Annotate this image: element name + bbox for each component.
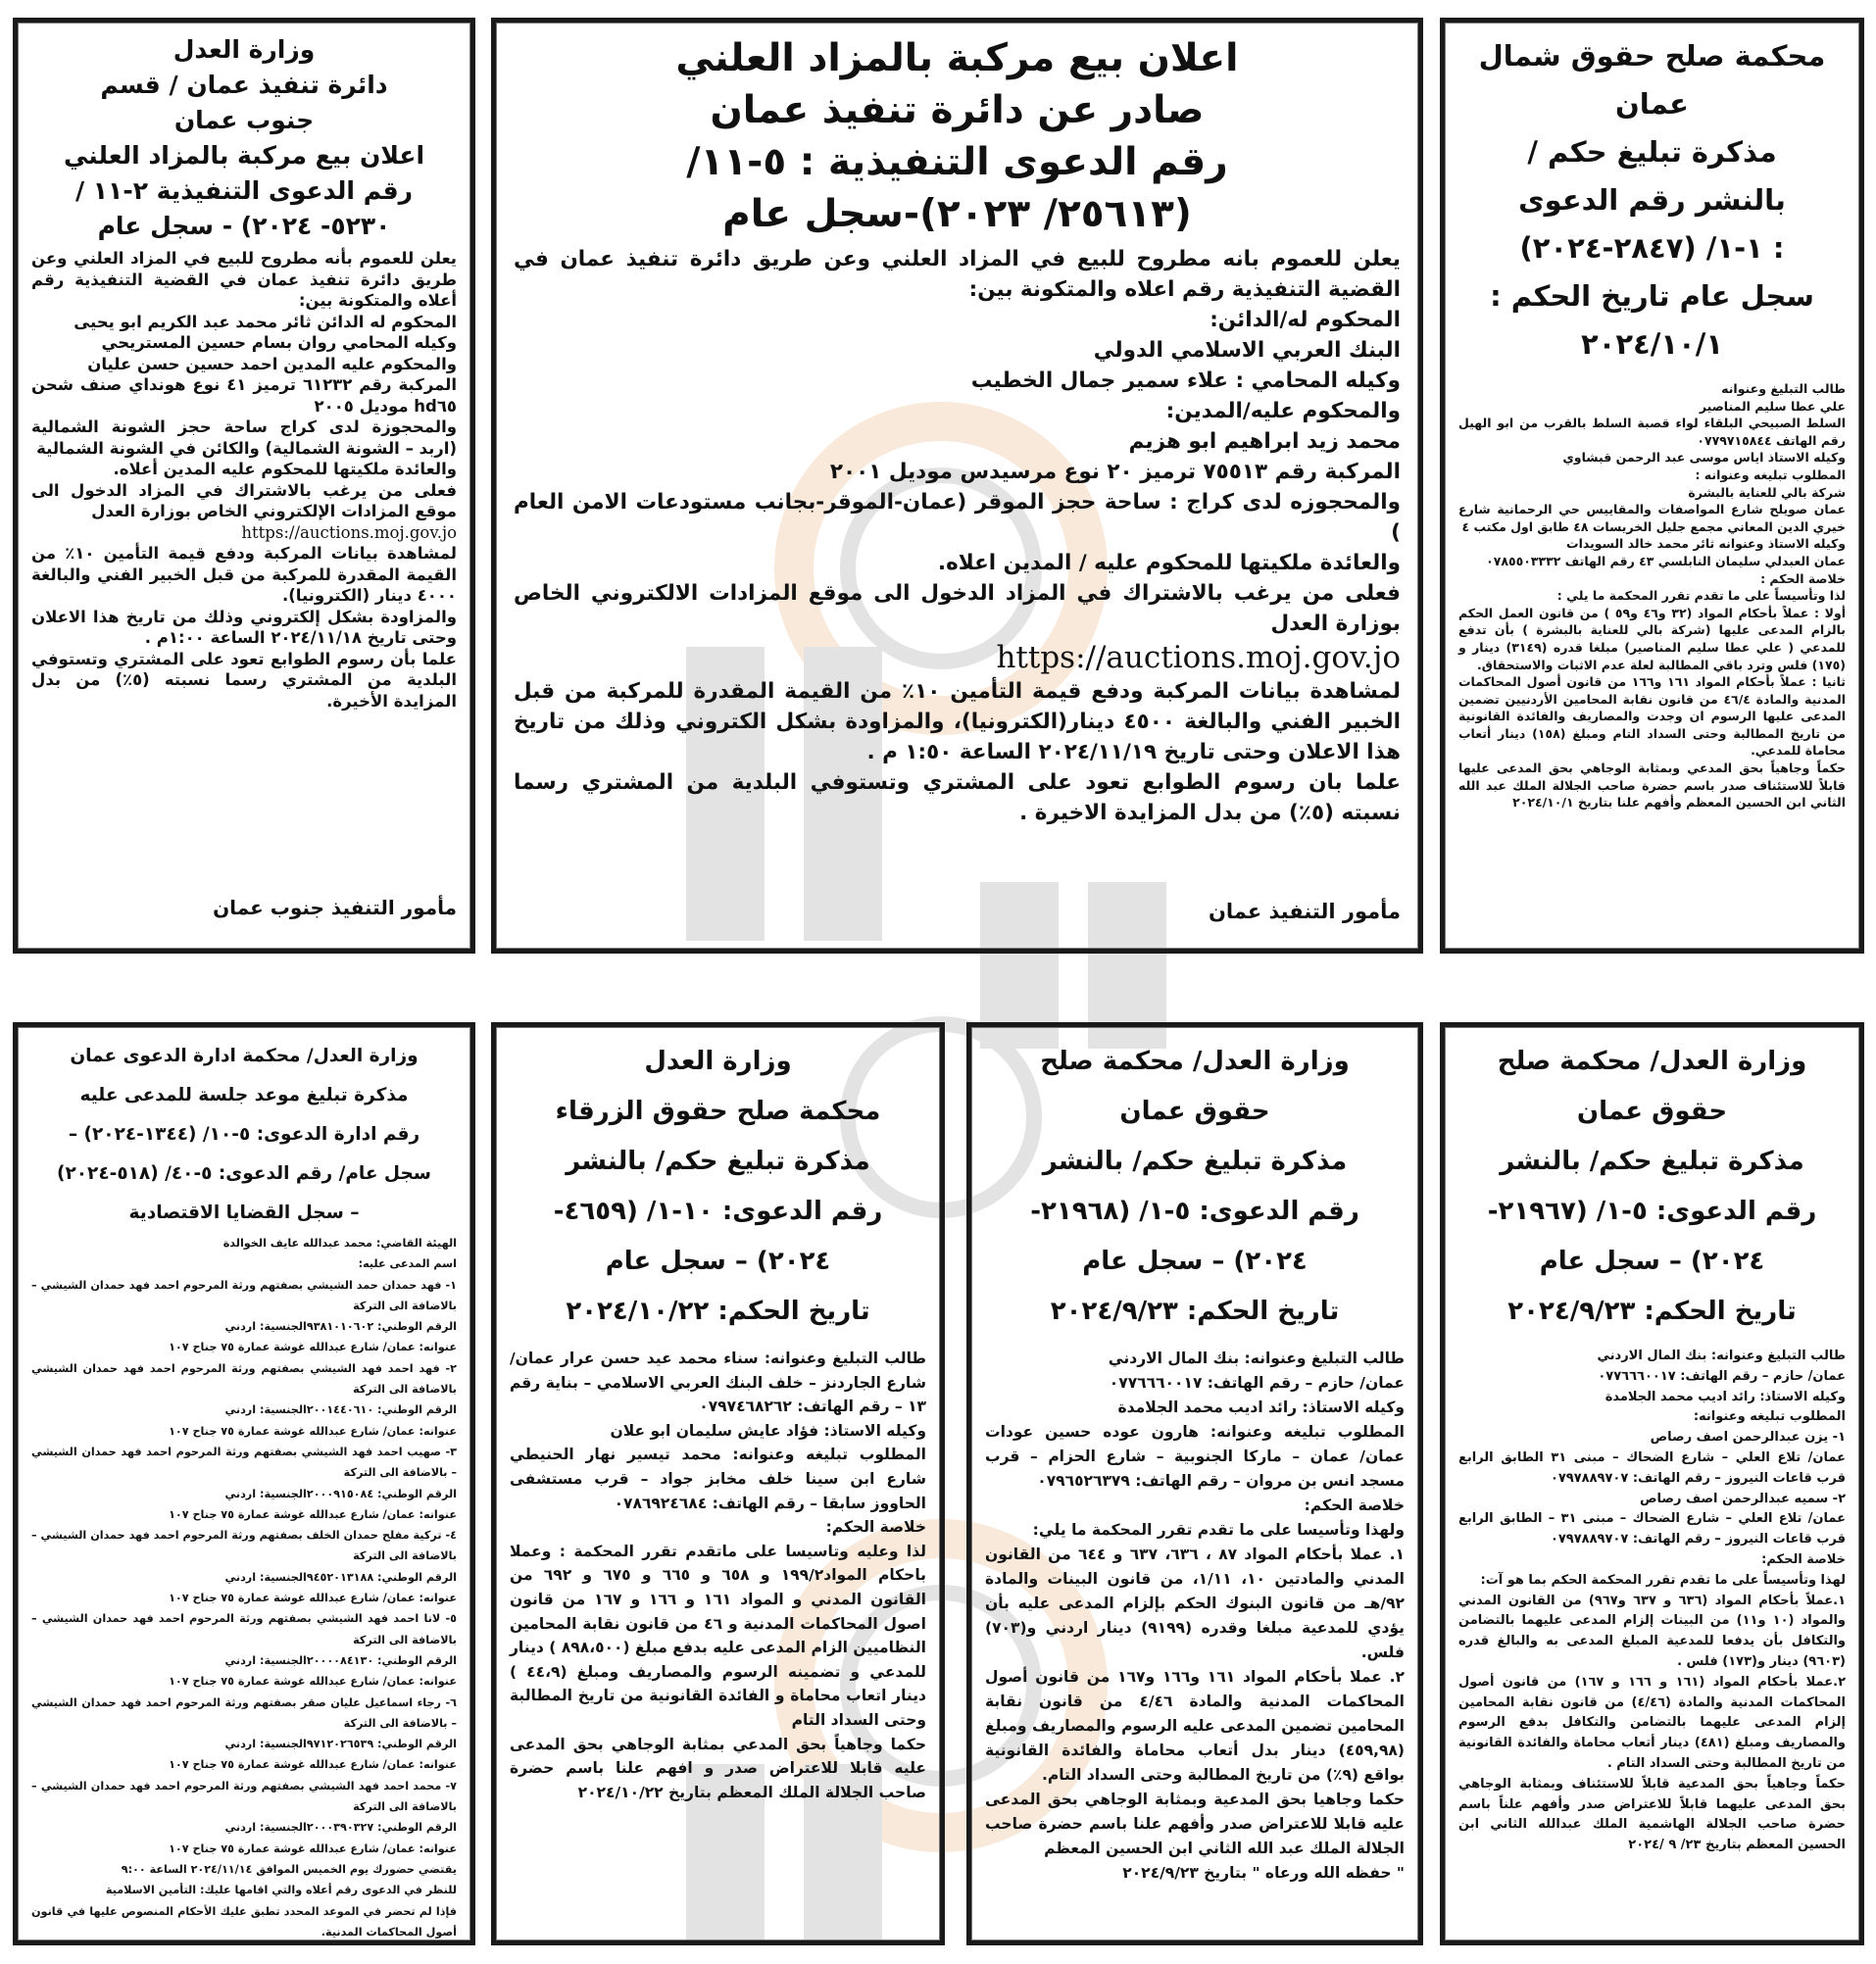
body-paragraph: عمان العبدلي سليمان النابلسي ٤٣ رقم الهاتف ٠٧٨٥٥٠٣٣٣٢ xyxy=(1486,553,1846,568)
body-paragraph: شركة بالي للعناية بالبشرة xyxy=(1688,484,1846,500)
body-paragraph: المطلوب تبليغه وعنوانه: محمد تيسير نهار الحنيطي شارع ابن سينا خلف مخابز جواد – قرب مستشفى الحاووز سابقا – رقم الهاتف: ٠٧٨٦٩٢٤٦٨٤ xyxy=(510,1446,926,1512)
body-paragraph: والمزاودة بشكل إلكتروني وذلك من تاريخ هذا الاعلان وحتى تاريخ ٢٠٢٤/١١/١٨ الساعة ١:٠٠م . xyxy=(31,607,457,647)
header-line: – سجل القضايا الاقتصادية xyxy=(128,1203,360,1223)
notice-header xyxy=(1458,1037,1846,1337)
header-line: رقم ادارة الدعوى: ٥-١٠/ (١٣٤٤-٢٠٢٤) – xyxy=(68,1124,420,1145)
header-line: مذكرة تبليغ حكم/ بالنشر xyxy=(1042,1147,1348,1176)
body-paragraph: وكيله الاستاذ اياس موسى عبد الرحمن قبشاوي xyxy=(1562,450,1846,466)
notice-header xyxy=(31,1037,457,1233)
body-paragraph: فعلى من يرغب بالاشتراك في المزاد الدخول الى موقع المزادات الإلكتروني الخاص بوزارة العدل xyxy=(31,480,457,520)
notice-body xyxy=(1458,380,1846,811)
body-paragraph: ١- فهد حمدان حمد الشيشي بصفتهم ورثة المرحوم احمد فهد حمدان الشيشي – بالاضافة الى التركة xyxy=(31,1278,457,1312)
header-line: محكمة صلح حقوق الزرقاء xyxy=(555,1097,881,1126)
body-paragraph: يعلن للعموم بانه مطروح للبيع في المزاد العلني وعن طريق دائرة تنفيذ عمان في القضية التنفيذية رقم اعلاه والمتكونة بين: xyxy=(514,247,1401,302)
header-line: ٢٠٢٤) – سجل عام xyxy=(1082,1247,1308,1276)
header-line: رقم الدعوى: ٥-١/ (٢١٩٦٨- xyxy=(1030,1197,1359,1226)
header-line: اعلان بيع مركبة بالمزاد العلني xyxy=(63,141,425,170)
body-paragraph: طالب التبليغ وعنوانه: سناء محمد عيد حسن عرار عمان/ شارع الجاردنز – خلف البنك العربي الاسلامي – بناية رقم ١٣ – رقم الهاتف: ٠٧٩٧٤٦٨٢٦٢ xyxy=(510,1350,926,1416)
header-line: (٢٥٦١٣/ ٢٠٢٣)-سجل عام xyxy=(722,192,1192,236)
notice-signature: مأمور التنفيذ عمان xyxy=(1208,900,1401,923)
body-paragraph: عمان/ حازم – رقم الهاتف: ٠٧٧٦٦٦٠٠١٧ xyxy=(1598,1368,1846,1384)
body-paragraph: عنوانه: عمان/ شارع عبدالله غوشة عمارة ٧٥ جناح ١٠٧ xyxy=(169,1341,457,1354)
body-paragraph: لمشاهدة بيانات المركبة ودفع قيمة التأمين ١٠٪ من القيمة المقدرة للمركبة من قبل الخبير الفني والبالغة ٤٥٠٠ دينار(الكترونيا)، والمزاودة بشكل الكتروني وذلك من تاريخ هذا الاعلان وحتى تاريخ ٢٠٢٤/١١/١٩ الساعة ١:٥٠ م . xyxy=(514,679,1401,764)
body-paragraph: عنوانه: عمان/ شارع عبدالله غوشة عمارة ٧٥ جناح ١٠٧ xyxy=(169,1675,457,1689)
body-paragraph: وكيله المحامي روان بسام حسين المستريحي xyxy=(101,333,457,352)
body-paragraph: فعلى من يرغب بالاشتراك في المزاد الدخول الى موقع المزادات الالكتروني الخاص بوزارة العدل xyxy=(514,581,1401,636)
body-paragraph: الرقم الوطني: ٢٠٠٠٩١٥٠٨٤الجنسية: اردني xyxy=(224,1487,457,1500)
body-paragraph: المطلوب تبليغه وعنوانه: xyxy=(1693,1409,1846,1425)
header-line: ٢٠٢٤) – سجل عام xyxy=(1539,1247,1765,1276)
body-paragraph: عمان/ تلاع العلي – شارع الضحاك – مبنى ٣١ الطابق الرابع قرب قاعات النيروز – رقم الهاتف: ٠٧٩٧٨٨٩٧٠٧ xyxy=(1458,1449,1846,1486)
body-paragraph: لذا وتأسيساً على ما تقدم تقرر المحكمة ما يلي : xyxy=(1556,588,1846,604)
body-paragraph: وكيله الاستاذ وعنوانه ثائر محمد خالد السويدات xyxy=(1566,536,1846,552)
body-paragraph: علي عطا سليم المناصير xyxy=(1699,398,1846,414)
header-line: سجل عام/ رقم الدعوى: ٥-٤٠/ (٥١٨-٢٠٢٤) xyxy=(57,1163,431,1184)
body-paragraph: الرقم الوطني: ٢٠٠١٤٤٠٦١٠الجنسية: اردني xyxy=(224,1403,457,1417)
body-paragraph: والعائدة ملكيتها للمحكوم عليه / المدين اعلاه. xyxy=(937,551,1401,575)
notice-south-amman-auction xyxy=(13,18,475,954)
body-paragraph: والمحجوزة لدى كراج ساحة حجز الشونة الشمالية (اربد – الشونة الشمالية) والكائن في الشونة الشمالية xyxy=(31,417,457,458)
notice-body xyxy=(31,1233,457,1942)
header-line: صادر عن دائرة تنفيذ عمان xyxy=(710,88,1205,132)
notice-body xyxy=(1458,1347,1846,1856)
body-paragraph: خلاصة الحكم: xyxy=(1761,1551,1846,1567)
body-paragraph: وكيله الاستاذ: رائد اديب محمد الجلامدة xyxy=(1117,1399,1405,1416)
body-paragraph: ولهذا وتأسيسا على ما تقدم تقرر المحكمة ما يلي: xyxy=(1032,1521,1405,1539)
body-paragraph: المركبة رقم ٦١٢٣٢ ترميز ٤١ نوع هونداي صنف شحن hd٦٥ موديل ٢٠٠٥ xyxy=(31,375,457,416)
header-line: ٢٠٢٤) – سجل عام xyxy=(605,1247,831,1276)
body-paragraph: ٤- تركية مفلح حمدان الخلف بصفتهم ورثة المرحوم احمد فهد حمدان الشيشي – بالاضافة الى التركة xyxy=(31,1529,457,1563)
body-paragraph: علما بان رسوم الطوابع تعود على المشتري وتستوفي البلدية من المشتري رسما نسبته (٥٪) من بدل المزايدة الاخيرة . xyxy=(514,770,1401,825)
body-paragraph: يعلن للعموم بأنه مطروح للبيع في المزاد العلني وعن طريق دائرة تنفيذ عمان في القضية التنفيذية رقم أعلاه والمتكونة بين: xyxy=(31,249,457,310)
notice-zarqa-court xyxy=(491,1022,945,1945)
header-line: جنوب عمان xyxy=(173,106,315,134)
body-paragraph: للنظر في الدعوى رقم أعلاه والتي اقامها عليك: التأمين الاسلامية xyxy=(105,1884,457,1897)
notice-body xyxy=(510,1347,926,1804)
body-paragraph: الهيئة القاضي: محمد عبدالله عايف الخوالدة xyxy=(222,1237,457,1250)
notice-header xyxy=(1458,32,1846,368)
header-line: عمان xyxy=(1615,87,1689,121)
body-paragraph: خلاصة الحكم : xyxy=(1760,570,1846,586)
notice-header xyxy=(985,1037,1405,1337)
body-paragraph: ٥- لانا احمد فهد الشيشي بصفتهم ورثة المرحوم احمد فهد حمدان الشيشي – بالاضافة الى التركة xyxy=(31,1612,457,1646)
body-paragraph: عنوانه: عمان/ شارع عبدالله غوشة عمارة ٧٥ جناح ١٠٧ xyxy=(169,1592,457,1605)
header-line: مذكرة تبليغ حكم / xyxy=(1527,135,1777,169)
body-paragraph: طالب التبليغ وعنوانه: بنك المال الاردني xyxy=(1108,1350,1405,1367)
body-paragraph: عمان/ حازم – رقم الهاتف: ٠٧٧٦٦٦٠٠١٧ xyxy=(1109,1374,1405,1392)
body-paragraph: ٢. عملا بأحكام المواد ١٦١ و١٦٦ و١٦٧ من قانون أصول المحاكمات المدنية والمادة ٤/٤٦ من قانون نقابة المحامين تضمين المدعى عليه الرسوم والمصاريف ومبلغ (٤٥٩,٩٨) دينار بدل أتعاب محاماة والفائدة القانونية بواقع (٩٪) من تاريخ المطالبة وحتى السداد التام. xyxy=(985,1668,1405,1784)
body-paragraph: ثانيا : عملاً بأحكام المواد ١٦١ و١٦٦ من قانون أصول المحاكمات المدنية والمادة ٤٦/٤ من قانون نقابة المحامين الأردنيين تضمين المدعى عليها الرسوم ان وجدت والمصاريف والفائدة القانونية من تاريخ المطالبة وحتى السداد التام ومبلغ (١٥٨) دينار أتعاب محاماة للمدعي. xyxy=(1458,674,1847,759)
body-paragraph: ١.عملاً بأحكام المواد (٦٣٦ و ٦٣٧ و٩٦٧) من القانون المدني والمواد (١٠ و١١) من البينات إلزام المدعى عليهما بالتضامن والتكافل بأن يدفعا للمدعية المبلغ المدعى به والبالغ قدره (٩٦٠٣) دينار و(١٧٣) فلس . xyxy=(1458,1593,1847,1669)
header-line: اعلان بيع مركبة بالمزاد العلني xyxy=(675,36,1239,80)
header-line: تاريخ الحكم: ٢٠٢٤/١٠/٢٢ xyxy=(566,1297,870,1326)
header-line: مذكرة تبليغ حكم/ بالنشر xyxy=(566,1147,870,1176)
body-paragraph: طالب التبليغ وعنوانه xyxy=(1721,381,1846,396)
body-paragraph: الرقم الوطني: ٢٠٠٠٠٨٤١٣٠الجنسية: اردني xyxy=(224,1653,457,1667)
body-paragraph: المحكوم له/الدائن: xyxy=(1210,308,1401,332)
notice-amman-court-21967 xyxy=(1440,1022,1864,1945)
body-paragraph: ٢- فهد احمد فهد الشيشي بصفتهم ورثة المرحوم احمد فهد حمدان الشيشي بالاضافة الى التركة xyxy=(31,1361,457,1397)
body-paragraph: ٢.عملا بأحكام المواد (١٦١ و ١٦٦ و ١٦٧) من قانون أصول المحاكمات المدنية والمادة (٤/٤٦) من قانون نقابة المحامين إلزام المدعى عليهما بالتضامن والتكافل بدفع الرسوم والمصاريف ومبلغ (٤٨١) دينار أتعاب محاماة والفائدة القانونية من تاريخ المطالبة وحتى السداد التام . xyxy=(1458,1674,1846,1771)
body-paragraph: السلط الصبيحي البلقاء لواء قصبة السلط بالقرب من ابو الهيل رقم الهاتف ٠٧٧٩٧١٥٨٤٤ xyxy=(1458,416,1846,448)
body-paragraph: عنوانه: عمان/ شارع عبدالله غوشة عمارة ٧٥ جناح ١٠٧ xyxy=(169,1841,457,1855)
body-paragraph: الرقم الوطني: ٩٧١٢٠٢٦٥٣٩الجنسية: اردني xyxy=(224,1738,457,1751)
auction-site-link[interactable]: https://auctions.moj.gov.jo xyxy=(996,640,1401,675)
body-paragraph: لمشاهدة بيانات المركبة ودفع قيمة التأمين ١٠٪ من القيمة المقدرة للمركبة من قبل الخبير الفني والبالغة ٤٠٠٠ دينار (الكترونيا). xyxy=(31,544,457,605)
body-paragraph: ٣- صهيب احمد فهد الشيشي بصفتهم ورثة المرحوم احمد فهد حمدان الشيشي – بالاضافة الى التركة xyxy=(31,1445,457,1480)
header-line: ٥٢٣٠- ٢٠٢٤) - سجل عام xyxy=(97,212,391,240)
body-paragraph: والمحكوم عليه المدين احمد حسين حسن عليان xyxy=(87,354,457,373)
header-line: محكمة صلح حقوق شمال xyxy=(1478,39,1826,73)
notice-header xyxy=(31,32,457,244)
header-line: وزارة العدل/ محكمة صلح xyxy=(1040,1047,1350,1076)
body-paragraph: المطلوب تبليغه وعنوانه: هارون عوده حسين عودات عمان/ عمان – ماركا الجنوبية – شارع الحزام – قرب مسجد انس بن مروان – رقم الهاتف: ٠٧٩٦٥٢٦٣٧٩ xyxy=(985,1423,1405,1490)
body-paragraph: والعائدة ملكيتها للمحكوم عليه المدين أعلاه. xyxy=(113,460,457,478)
body-paragraph: وكيله الاستاذ: فؤاد عايش سليمان ابو علان xyxy=(610,1421,926,1440)
body-paragraph: حكما وجاهيا بحق المدعية وبمثابة الوجاهي بحق المدعى عليه قابلا للاعتراض صدر وأفهم علنا باسم حضرة صاحب الجلالة الملك عبد الله الثاني ابن الحسين المعظم xyxy=(985,1791,1405,1857)
header-line: مذكرة تبليغ حكم/ بالنشر xyxy=(1500,1147,1804,1176)
body-paragraph: " حفظه الله ورعاه " بتاريخ ٢٠٢٤/٩/٢٣ xyxy=(1122,1864,1405,1882)
notice-header xyxy=(514,32,1401,240)
header-line: تاريخ الحكم: ٢٠٢٤/٩/٢٣ xyxy=(1507,1297,1797,1326)
header-line: وزارة العدل/ محكمة صلح xyxy=(1497,1047,1807,1076)
notice-header xyxy=(510,1037,926,1337)
body-paragraph: عنوانه: عمان/ شارع عبدالله غوشة عمارة ٧٥ جناح ١٠٧ xyxy=(169,1758,457,1772)
body-paragraph: وكيله المحامي : علاء سمير جمال الخطيب xyxy=(970,368,1401,393)
body-paragraph: محمد زيد ابراهيم ابو هزيم xyxy=(1128,429,1401,454)
body-paragraph: ٢- سميه عبدالرحمن اصف رصاص xyxy=(1640,1491,1846,1506)
body-paragraph: علما بأن رسوم الطوابع تعود على المشتري وتستوفي البلدية من المشتري رسما نسبته (٥٪) من بدل المزايدة الأخيرة. xyxy=(31,649,457,711)
body-paragraph: طالب التبليغ وعنوانه: بنك المال الاردني xyxy=(1597,1349,1846,1363)
notice-amman-court-21968 xyxy=(966,1022,1423,1945)
body-paragraph: المحكوم له الدائن ثائر محمد عبد الكريم ابو يحيى xyxy=(74,312,457,331)
header-line: بالنشر رقم الدعوى xyxy=(1518,183,1786,217)
body-paragraph: اسم المدعى عليه: xyxy=(358,1257,457,1271)
body-paragraph: لذا وعليه وتاسيسا على ماتقدم تقرر المحكمة : وعملا باحكام المواد١٩٩/٢ و ٦٥٨ و ٦٦٥ و ٦٧٥ و ٦٩٢ من القانون المدني و المواد ١٦١ و ١٦٦ و ١٦٧ من قانون اصول المحاكمات المدنية و ٤٦ من قانون نقابة المحامين النظاميين الزام المدعى عليه بدفع مبلغ (٨٩٨،٥٠٠ ) دينار للمدعي و تضمينه الرسوم والمصاريف ومبلغ (٤٤،٩ ) دينار اتعاب محاماة و الفائدة القانونية من تاريخ المطالبة وحتى السداد التام xyxy=(510,1542,926,1729)
header-line: رقم الدعوى: ١٠-١/ (٤٦٥٩- xyxy=(553,1197,883,1226)
body-paragraph: حكماً وجاهياً بحق المدعي وبمثابة الوجاهي بحق المدعى عليها قابلاً للاستئناف صدر باسم حضرة صاحب الجلالة الملك عبد الله الثاني ابن الحسين المعظم وأفهم علنا بتاريخ ٢٠٢٤/١٠/١ xyxy=(1458,761,1846,810)
body-paragraph: عنوانه: عمان/ شارع عبدالله غوشة عمارة ٧٥ جناح ١٠٧ xyxy=(169,1507,457,1521)
body-paragraph: خلاصة الحكم: xyxy=(825,1518,926,1537)
body-paragraph: ٧- محمد احمد فهد الشيشي بصفتهم ورثة المرحوم احمد فهد حمدان الشيشي – بالاضافة الى التركة xyxy=(31,1779,457,1814)
header-line: مذكرة تبليغ موعد جلسة للمدعى عليه xyxy=(79,1085,409,1105)
body-paragraph: المركبة رقم ٧٥٥١٣ ترميز ٢٠ نوع مرسيدس موديل ٢٠٠١ xyxy=(829,460,1401,484)
body-paragraph: ٦- رجاء اسماعيل عليان صقر بصفتهم ورثة المرحوم احمد فهد حمدان الشيشي – بالاضافة الى التركة xyxy=(31,1695,457,1730)
body-paragraph: الرقم الوطني: ٩٣٨١٠١٠٦٠٢الجنسية: اردني xyxy=(224,1320,457,1334)
notice-case-management-court xyxy=(13,1022,475,1945)
header-line: حقوق عمان xyxy=(1119,1097,1270,1126)
notice-amman-vehicle-auction xyxy=(491,18,1423,954)
body-paragraph: حكماً وجاهياً بحق المدعية قابلاً للاستئناف وبمثابة الوجاهي بحق المدعى عليهما قابلاً للاعتراض صدر وأفهم علناً باسم حضرة صاحب الجلالة الهاشمية الملك عبدالله الثاني ابن الحسين المعظم بتاريخ ٢٣/ ٩ /٢٠٢٤ xyxy=(1458,1776,1846,1853)
notice-body xyxy=(985,1347,1405,1886)
body-paragraph: عمان صويلح شارع المواصفات والمقاييس حي الرحمانية شارع خيري الدين المعاني مجمع جليل الخريسات ٤٨ طابق اول مكتب ٤ xyxy=(1458,502,1846,534)
body-paragraph: والمحكوم عليه/المدين: xyxy=(1165,399,1401,423)
header-line: حقوق عمان xyxy=(1576,1097,1728,1126)
header-line: وزارة العدل/ محكمة ادارة الدعوى عمان xyxy=(70,1046,419,1066)
body-paragraph: ١. عملا بأحكام المواد ٨٧ ، ٦٣٦، ٦٣٧ و ٦٤٤ من القانون المدني والمادتين ١٠، ١/١١، من قانون البينات والمادة ٩٢/هـ من قانون البنوك الحكم بإلزام المدعى عليه بأن يؤدي للمدعية مبلغا وقدره (٩١٩٩) دينار اردني و(٧٠٣) فلس. xyxy=(985,1546,1405,1661)
header-line: تاريخ الحكم: ٢٠٢٤/٩/٢٣ xyxy=(1050,1297,1340,1326)
body-paragraph: أولا : عملاً بأحكام المواد (٣٢ و٤٦ و٥٩ ) من قانون العمل الحكم بالزام المدعى عليها (شركة بالي للعناية بالبشرة ) بأن تدفع للمدعي ( علي عطا سليم المناصير) مبلغا قدره (٣١٤٩) دينار و (١٧٥) فلس وترد باقي المطالبة لعلة عدم الاثبات والاستحقاق. xyxy=(1458,605,1846,672)
body-paragraph: فإذا لم تحضر في الموعد المحدد تطبق عليك الأحكام المنصوص عليها في قانون أصول المحاكمات المدنية. xyxy=(31,1904,457,1939)
body-paragraph: عمان/ تلاع العلي – شارع الضحاك – مبنى ٣١ – الطابق الرابع قرب قاعات النيروز – رقم الهاتف: ٠٧٩٧٨٨٩٧٠٧ xyxy=(1458,1511,1847,1547)
auction-site-link[interactable]: https://auctions.moj.gov.jo xyxy=(241,522,457,542)
body-paragraph: الرقم الوطني: ٢٠٠٠٣٩٠٣٢٧الجنسية: اردني xyxy=(224,1821,457,1835)
notice-body xyxy=(514,244,1401,828)
header-line: رقم الدعوى التنفيذية ٢-١١ / xyxy=(74,176,414,205)
body-paragraph: البنك العربي الاسلامي الدولي xyxy=(1093,338,1401,363)
body-paragraph: المطلوب تبليغه وعنوانه : xyxy=(1695,466,1846,482)
body-paragraph: عنوانه: عمان/ شارع عبدالله غوشة عمارة ٧٥ جناح ١٠٧ xyxy=(169,1424,457,1438)
header-line: : ١-١/ (٢٨٤٧-٢٠٢٤) xyxy=(1519,231,1785,265)
header-line: وزارة العدل xyxy=(644,1047,792,1076)
header-line: وزارة العدل xyxy=(173,35,316,64)
header-line: سجل عام تاريخ الحكم : xyxy=(1490,279,1814,313)
body-paragraph: يقتضي حضورك يوم الخميس الموافق ٢٠٢٤/١١/١٤ الساعة ٩:٠٠ xyxy=(121,1862,457,1876)
notice-body xyxy=(31,248,457,712)
body-paragraph: حكما وجاهياً بحق المدعي بمثابة الوجاهي بحق المدعى عليه قابلا للاعتراض صدر و افهم علنا باسم حضرة صاحب الجلالة الملك المعظم بتاريخ ٢٠٢٤/١٠/٢٢ xyxy=(510,1735,926,1801)
body-paragraph: خلاصة الحكم: xyxy=(1304,1497,1405,1514)
body-paragraph: ١- يزن عبدالرحمن اصف رصاص xyxy=(1650,1430,1846,1446)
body-paragraph: وكيله الاستاذ: رائد اديب محمد الجلامدة xyxy=(1604,1389,1846,1404)
header-line: ٢٠٢٤/١٠/١ xyxy=(1580,327,1724,361)
body-paragraph: والمحجوزه لدى كراج : ساحة حجز الموقر (عمان-الموقر-بجانب مستودعات الامن العام ) xyxy=(514,490,1401,545)
body-paragraph: الرقم الوطني: ٩٤٥٢٠١٣١٨٨الجنسية: اردني xyxy=(224,1570,457,1584)
notice-signature: مأمور التنفيذ جنوب عمان xyxy=(213,896,457,919)
notice-north-amman-court xyxy=(1440,18,1864,954)
header-line: رقم الدعوى: ٥-١/ (٢١٩٦٧- xyxy=(1487,1197,1817,1226)
header-line: رقم الدعوى التنفيذية : ٥-١١/ xyxy=(686,140,1228,184)
body-paragraph: لهذا وتأسيساً على ما تقدم تقرر المحكمة الحكم بما هو آت: xyxy=(1480,1572,1846,1588)
header-line: دائرة تنفيذ عمان / قسم xyxy=(100,71,388,99)
